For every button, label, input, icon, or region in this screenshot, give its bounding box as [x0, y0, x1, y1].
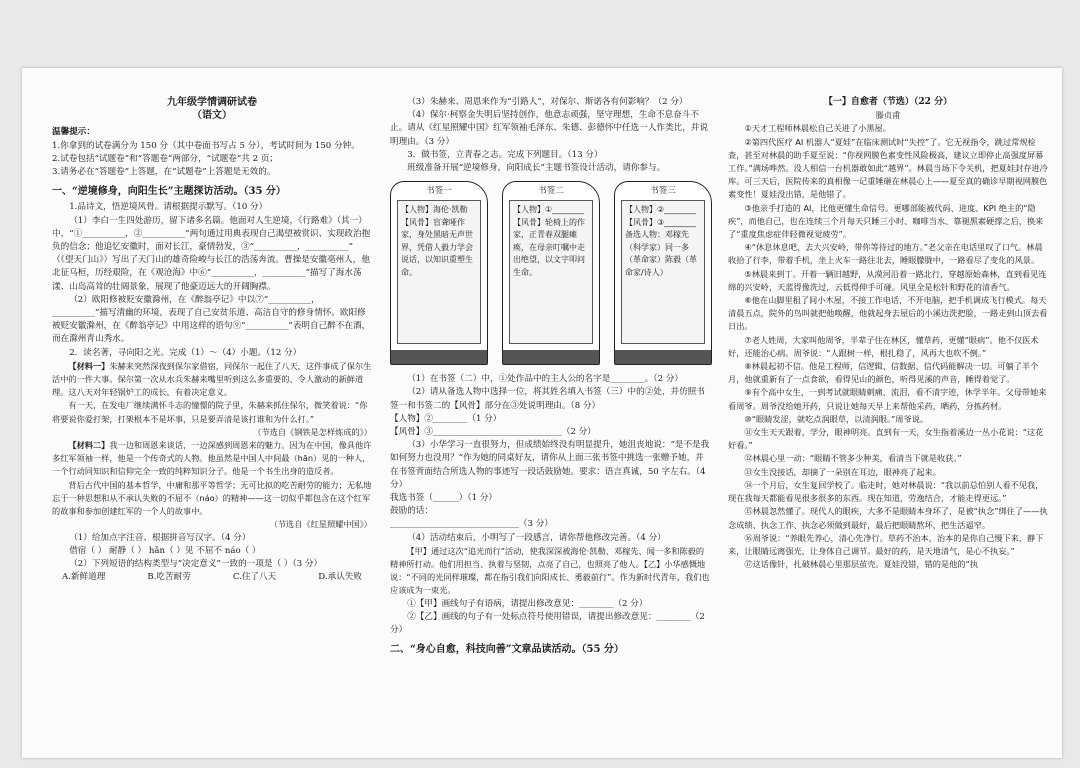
column-middle	[390, 96, 712, 756]
option-b[interactable]: B.吃苦耐劳	[147, 572, 191, 583]
reading-paragraph: ③他亲手打造的 AI，比他更懂生命信号。更哪部能被代码、进度、KPI 绝主的“隐疾”，而他自己，也在连续三个月每天只睡三小时、咖啡当水、靠褪黑素硬撑之后，换来了“重度焦虑症伴轻微视觉疲劳”。	[728, 202, 1044, 240]
material-2-para-1: 我一边和周恩来谈话，一边深感到周恩来的魅力。因为在中国，像具他许多红军领袖一样，他是一个传奇式的人物。他虽然是中国人中间最（hān）见的一种人，一个行动同知识和信仰完全一致的纯粹知识分子。他是一个书生出身的造反者。	[52, 440, 372, 477]
q3-intro: 班级准备开展“逆境修身，向阳成长”主题书签设计活动，请你参与。	[407, 163, 666, 174]
bookmark-3-candidates: 备选人物：邓稼先（科学家）同一多（革命家）陈毅（革命家/诗人）	[625, 230, 697, 277]
tip-2: 2.试卷包括“试题卷”和“答题卷”两部分，“试题卷”共 2 页；	[52, 153, 278, 164]
q3-3-choice-blank[interactable]: 我选书签（______）（1 分）	[390, 493, 498, 504]
bookmark-2-spirit: 【风骨】轮椅上的作家，正青春双腿瘫痪，在母亲叮嘱中走出绝望，以文字叩问生命。	[513, 217, 585, 277]
reading-passage	[728, 122, 1048, 571]
reading-paragraph: ⑰这话像针，扎破林晨心里那层茧壳。夏娃没错，错的是他的“执	[744, 559, 978, 570]
bookmark-2-title: 书签二	[538, 186, 564, 197]
bookmark-3-tassel-bar	[615, 350, 711, 364]
reading-paragraph: ①天才工程师林晨松自己关进了小黑屋。	[744, 123, 891, 134]
material-2-label: 【材料二】	[68, 440, 110, 451]
q3-3-words-label: 鼓励的话：	[390, 506, 433, 517]
reading-paragraph: ②第四代医疗 AI 机器人“夏娃”在临床测试时“失控”了。它无视指令，跳过常规检查，甚至对林晨的助手夏至说：“你视网膜色素变性风险极高，建议立即停止高强度屏幕工作。”满场哗然。没人相信一台机器敢如此“越界”。林晨当场下令关机，把夏娃封存进冷库。可三天后，医院传来的真相像一记重锤砸在林晨心上——夏至真的确诊早期视网膜色素变性！夏娃没出错，是他错了。	[728, 136, 1048, 200]
reading-heading: 【一】自愈者（节选）（22 分）	[823, 97, 953, 107]
bookmark-3-title: 书签三	[650, 186, 676, 197]
bookmark-1-title: 书签一	[426, 186, 452, 197]
reading-paragraph: ⑨有个高中女生，一到考试就眼睛刺痛、流泪，看不清字迹，休学半年。父母带她来看周爷。周爷没给她开药，只说让她每天早上来帮他采药，晒药，分拣药材。	[728, 387, 1047, 411]
option-a[interactable]: A.新鲜道理	[62, 572, 106, 583]
column-right	[728, 96, 1048, 756]
exam-paper	[22, 68, 1062, 758]
bookmark-2-person[interactable]: 【人物】①________	[513, 205, 585, 215]
material-1-para-2: 有一天，在发电厂继续满怀斗志的憧憬的院子里，朱赫来抓住保尔，微笑着说：“你将要说你爱打架，打架根本不是坏事，只是要弄清是该打谁和为什么打。”	[52, 400, 368, 424]
reading-paragraph: ⑪女生天天跟着，学分，眼神明亮。直到有一天，女生指着溪边一丛小花说：“这花好看。”	[728, 427, 1044, 451]
bookmark-2-tassel-bar	[503, 350, 599, 364]
reading-paragraph: ⑧林晨起初不信。他是工程师，信逻辑、信数据、信代码能解决一切。可躺了半个月，他就重新有了一点食欲，看得见山的颜色，听得见溪的声音，睡得着觉了。	[728, 361, 1039, 385]
q2-3: （3）朱赫来、周恩来作为“引路人”，对保尔、斯诺各有何影响？（2 分）	[407, 97, 688, 107]
q1-para-2: （《望天门山》）写出了天门山的雄奇险峻与长江的浩荡奔流。曹操是安徽亳州人，他北征乌桓，历经艰险，在《观沧海》中⑥“__________，__________”描写了海水荡漾、山岛高耸的壮阔景象，展现了他豪迈远大的开阔胸襟。	[52, 255, 370, 292]
material-1-label: 【材料一】	[68, 360, 110, 371]
part2-heading: 二、“身心自愈，科技向善”文章品读活动。（55 分）	[390, 644, 624, 656]
q3-4-text: 【甲】通过这次“追光而行”活动，使我深深被海伦·凯勒、邓稼先、闻一多和陈毅的精神所打动。他们用担当、执着与坚韧，点亮了自己，也照亮了他人。【乙】小华感慨地说：“不同的光同样璀璨，都在指引我们向阳成长、勇毅前行”。作为新时代青年，我们也应该成为一束光。	[390, 545, 710, 596]
q3-3: （3）小华学习一直很努力，但成绩始终没有明显提升，她沮丧地说：“是不是我如何努力也没用？”作为她的同桌好友，请你从上面三张书签中挑选一张赠予她，并在书签背面结合所选人物的事迹写一段话鼓励她。要求：语言真诚，50 字左右。（4 分）	[390, 440, 710, 490]
q3-2: （2）请从备选人物中选择一位，将其姓名填入书签（三）中的②处，并仿照书签一和书签二的【风骨】部分在③处说明理由。（8 分）	[390, 387, 705, 411]
option-d[interactable]: D.承认失败	[318, 572, 362, 583]
material-2-para-2: 背后古代中国的基本哲学，中庸和那平等哲学；无可比拟的吃苦耐劳的能力；无私地忘于一种思想和从不承认失败的不屈不（náo）的精神——这一切似乎都包含在这个红军的故事和参加创建红军的一个人的故事中。	[52, 479, 372, 517]
q3-4-b[interactable]: ②【乙】画线的句子有一处标点符号使用错误，请提出修改意见：________（2 分）	[390, 611, 705, 636]
reading-paragraph: ⑬女生没接话，却摘了一朵别在耳边，眼神亮了起来。	[744, 466, 941, 477]
q3-1: （1）在书签（二）中，①处作品中的主人公的名字是________。（2 分）	[407, 374, 683, 385]
q1-title: 1.品诗文，悟逆境风骨。请根据提示默写。（10 分）	[69, 202, 268, 213]
material-1-source: （节选自《钢铁是怎样炼成的》）	[253, 426, 372, 437]
exam-subtitle: （语文）	[192, 110, 232, 122]
q1-para-3: （2）欧阳修被贬安徽滁州，在《醉翁亭记》中以⑦“__________，__________”描写清幽的环境，表现了自己安贫乐道、高洁自守的修身情怀。欧阳修被贬安徽滁州，在《醉翁亭记》中用这样的语句⑨“__________”表明自己醉不在酒，而在滁州青山秀水。	[52, 294, 371, 345]
tip-1: 1.你拿到的试卷满分为 150 分（其中卷面书写占 5 分），考试时间为 150 分钟。	[52, 140, 360, 151]
bookmark-1-body	[397, 200, 481, 344]
tip-3: 3.请务必在“答题卷”上答题，在“试题卷”上答题是无效的。	[52, 167, 276, 178]
q1-para-1: （1）李白一生四处游历，留下诸多名篇。他面对人生逆境，《行路难》（其一）中，“①__________，②__________”两句通过用典表现自己渴望被赏识、实现政治抱负的信念；他追忆安徽时，面对长江，豪情勃发，③“__________，__________”	[52, 215, 371, 253]
part1-heading: 一、“逆境修身，向阳生长”主题探访活动。（35 分）	[52, 186, 286, 198]
q3-4-a[interactable]: ①【甲】画线句子有语病，请提出修改意见：________（2 分）	[407, 598, 648, 609]
bookmark-3-person[interactable]: 【人物】②________	[625, 205, 697, 215]
column-left	[52, 96, 372, 756]
q2-2: （2）下列短语的结构类型与“决定意义”一致的一项是（ ）（3 分）	[69, 558, 323, 569]
reading-paragraph: ⑩“眼睛发涩，就吃点润眼草，以清润眼。”周爷说。	[744, 413, 929, 424]
option-c[interactable]: C.住了八天	[232, 572, 277, 583]
reading-author: 滕贞甫	[875, 110, 901, 121]
q2-1-blanks[interactable]: 借宿（ ） 耐静（ ） hǎn（ ）见 不屈不 náo（ ）	[69, 545, 261, 556]
bookmark-1-person: 【人物】海伦·凯勒	[401, 205, 468, 215]
material-1-para-1: 朱赫来突然深夜到保尔家借宿，同保尔一起住了八天，这件事成了保尔生活中的一件大事。保尔第一次从水兵朱赫来嘴里听到这么多重要的、令人激动的新鲜道理。这八天对年轻锅炉工的成长，有着决定意义。	[52, 360, 372, 398]
q2-1: （1）给加点字注音、根据拼音写汉字。（4 分）	[69, 532, 251, 543]
material-2-source: （节选自《红星照耀中国》）	[269, 519, 372, 530]
reading-paragraph: ⑦老人姓周，大家叫他周爷，半辈子住在林区，懂草药，更懂“眼病”。他不仅医术好，还能治心病。周爷说：“人跟树一样，根扎稳了，风再大也吹不倒。”	[728, 334, 1039, 358]
q3-3-words-blank[interactable]: ______________________________（3 分）	[390, 519, 553, 530]
reading-paragraph: ⑭一个月后，女生复回学校了。临走时，她对林晨说：“我以前总怕别人看不见我，现在我每天都能看见很多很多的东西。现在知道，劳逸结合，才能走得更远。”	[728, 479, 1044, 504]
q2-2-options	[52, 571, 372, 584]
exam-title: 九年级学情调研试卷	[167, 97, 257, 108]
reading-paragraph: ⑤林晨来到丁。开着一辆旧越野，从漠河沿着一路北行，穿越原始森林，直到看见连绵的兴安岭，天蓝得像洗过，云低得伸手可碰。风里全是松针和野花的清香气。	[728, 268, 1047, 292]
bookmark-2	[502, 181, 600, 365]
bookmark-3-spirit[interactable]: 【风骨】③________	[625, 217, 697, 227]
q3-2-spirit-blank[interactable]: 【风骨】③______________________________（2 分）	[390, 427, 596, 438]
bookmark-1-spirit: 【风骨】盲聋哑作家，身处黑暗无声世界，凭借人毅力学会说话，以知识重塑生命。	[401, 217, 473, 277]
reading-paragraph: ⑫林晨心里一动：“眼睛不管多少种美，看清当下就是收获。”	[744, 453, 962, 464]
bookmark-1	[390, 181, 488, 365]
bookmark-3	[614, 181, 712, 365]
q3-4: （4）活动结束后，小明写了一段感言，请你帮他修改完善。（4 分）	[407, 532, 666, 543]
reading-paragraph: ④“休息休息吧，去大兴安岭，带你等待过的地方。”老父亲在电话里叹了口气。林晨收拾了行李，带着手机，坐上火车一路往北去，睡眼朦胧中，一路看尽了变化的风景。	[728, 242, 1043, 266]
bookmark-2-body	[509, 200, 593, 344]
q2-4: （4）保尔·柯察金失明后坚持创作，他意志顽强，坚守理想，生命不息奋斗不止。请从《红星照耀中国》红军领袖毛泽东、朱德、彭德怀中任选一人作类比，并说明理由。（3 分）	[390, 110, 708, 147]
reading-paragraph: ⑮林晨忽然懂了。现代人的眼疾，大多不是眼睛本身坏了，是被“执念”绑住了——执念成绩、执念工作、执念必须做到最好，最后把眼睛熬坏，把生活逼窄。	[728, 506, 1048, 530]
tips-header: 温馨提示：	[52, 127, 95, 138]
reading-paragraph: ⑯周爷说：“养眼先养心，清心先净行。草药不治本，治本的是你自己慢下来、静下来，让眼睛远离强光，让身体自己调节。最好的药，是天地清气，是心不执妄。”	[728, 532, 1044, 556]
q2-title: 2．读名著，寻向阳之光。完成（1）～（4）小题。（12 分）	[69, 347, 302, 358]
bookmark-1-tassel-bar	[391, 350, 487, 364]
material-1	[52, 360, 372, 532]
q3-2-person-blank[interactable]: 【人物】②________（1 分）	[390, 413, 502, 424]
q3-title: 3．做书签，立青春之志。完成下列题目。（13 分）	[407, 149, 603, 160]
bookmark-row	[390, 181, 712, 367]
reading-paragraph: ⑥他在山脚里租了间小木屋，不接工作电话，不开电脑，把手机调成飞行模式。每天清晨五点，院外的鸟叫就把他唤醒，他就起身去屋后的小溪边洗把脸，一路走到山顶去看日出。	[728, 295, 1048, 332]
bookmark-3-body	[621, 200, 705, 344]
